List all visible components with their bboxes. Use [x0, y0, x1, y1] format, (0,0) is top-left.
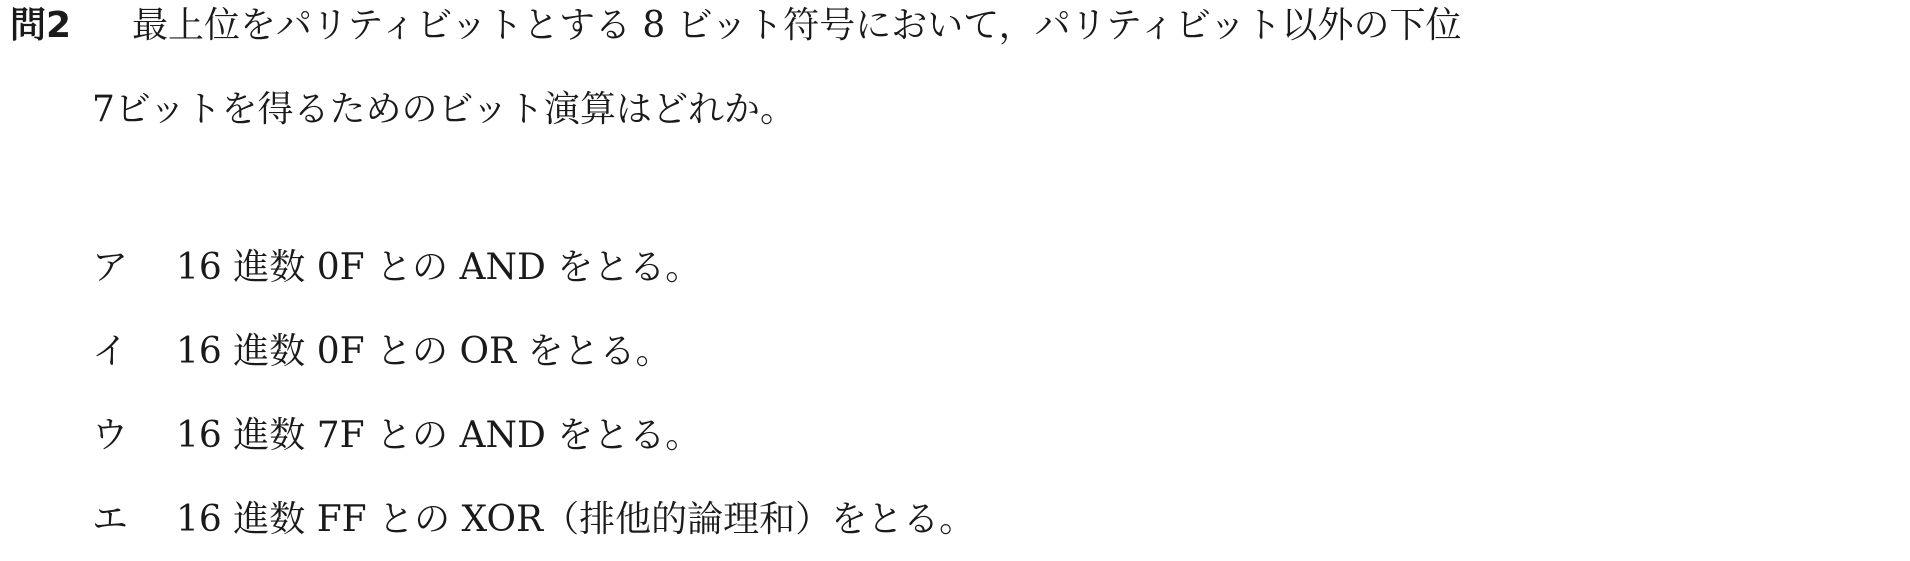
question-line-1 — [10, 4, 1462, 48]
choice-a[interactable] — [92, 246, 701, 290]
question-text-line-1: 最上位をパリティビットとする 8 ビット符号において，パリティビット以外の下位 — [132, 5, 1462, 46]
choice-e[interactable] — [92, 498, 975, 542]
choice-text: 16 進数 0F との OR をとる。 — [176, 331, 672, 372]
choice-text: 16 進数 0F との AND をとる。 — [176, 247, 702, 288]
choice-text: 16 進数 FF との XOR（排他的論理和）をとる。 — [176, 499, 976, 540]
choice-text: 16 進数 7F との AND をとる。 — [176, 415, 702, 456]
choice-u[interactable] — [92, 414, 701, 458]
choice-label: ア — [92, 247, 129, 288]
choice-label: ウ — [92, 415, 129, 456]
question-number: 問2 — [10, 5, 72, 46]
question-text-line-2: 7ビットを得るためのビット演算はどれか。 — [92, 89, 797, 130]
choice-label: イ — [92, 331, 129, 372]
choice-label: エ — [92, 499, 129, 540]
choice-i[interactable] — [92, 330, 672, 374]
